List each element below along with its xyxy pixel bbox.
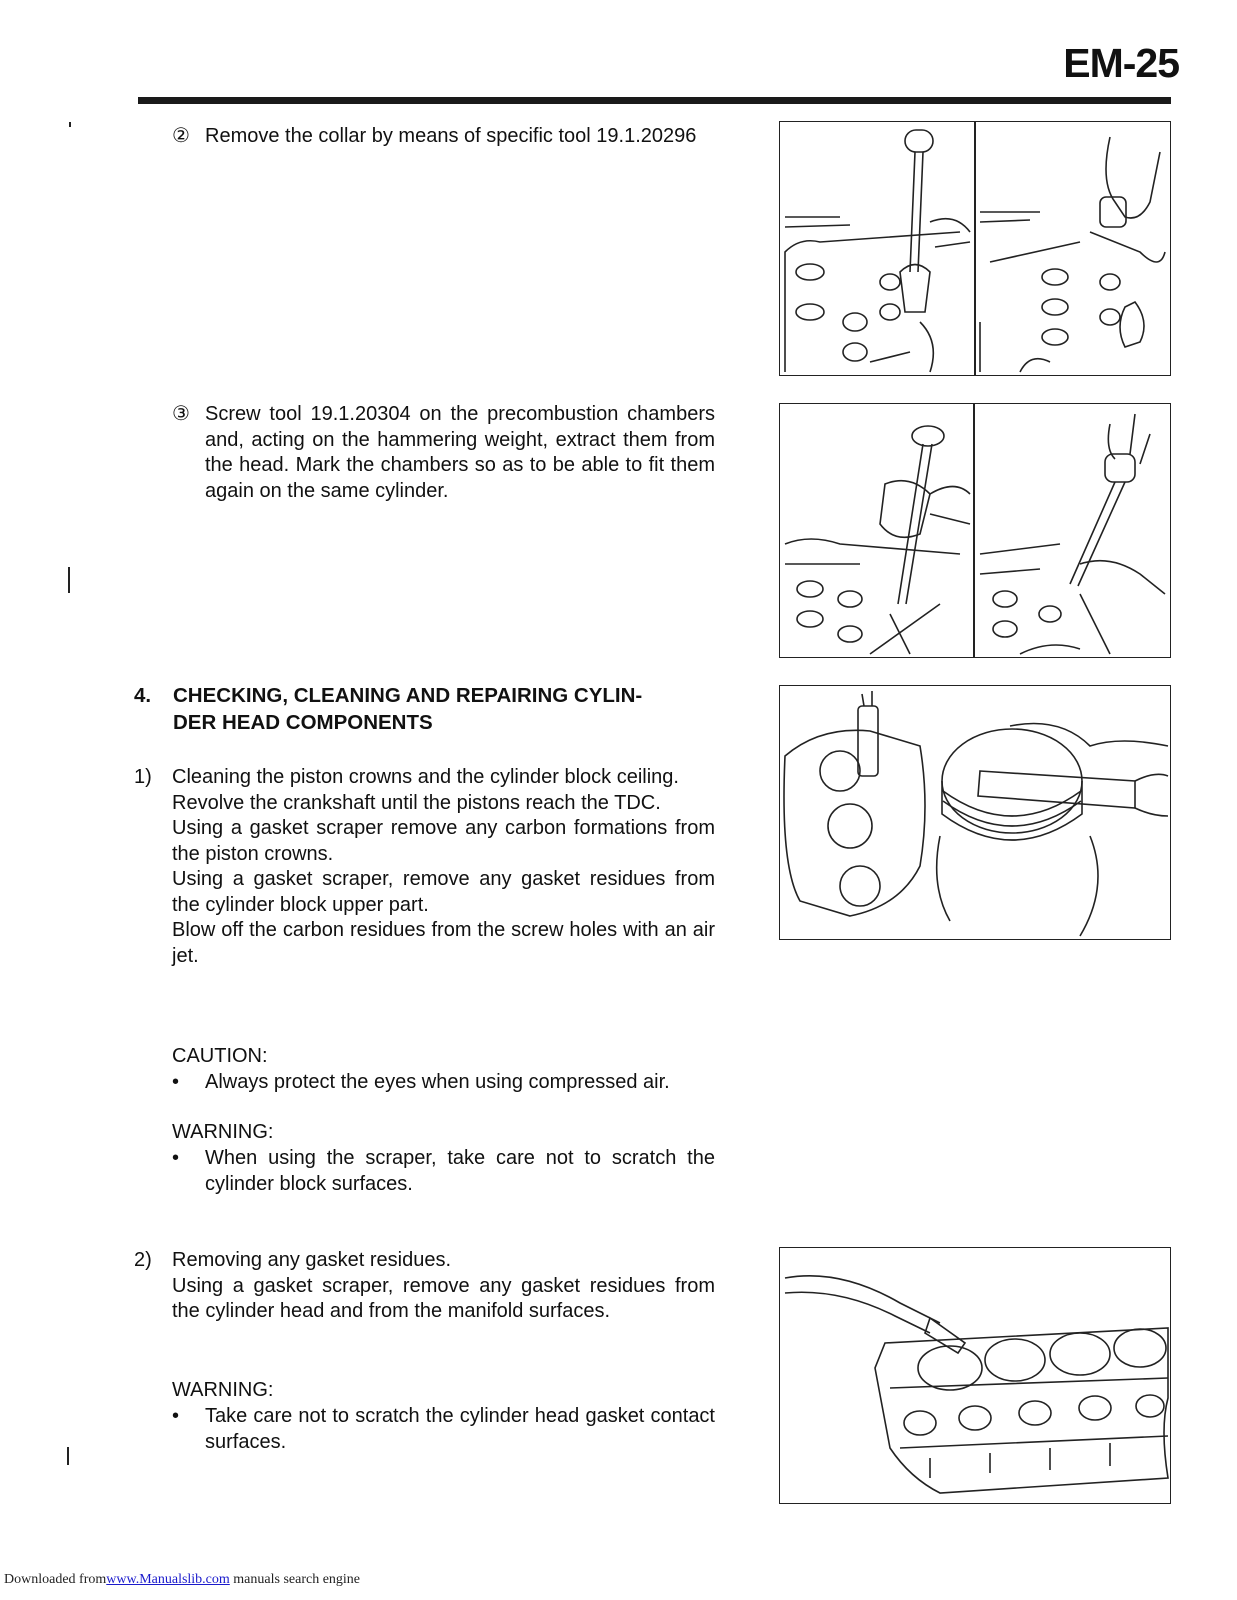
- figure-collar-removal: [779, 121, 1171, 376]
- caution-text: Always protect the eyes when using compressed air.: [205, 1071, 670, 1093]
- warning-item-2: [172, 1404, 715, 1455]
- item-1-line: Using a gasket scraper remove any carbon formations from the piston crowns.: [172, 817, 715, 865]
- step-3-text: Screw tool 19.1.20304 on the precombustion chambers and, acting on the hammering weight, extract them from the head. Mark the chambers so as to be able to fit them again on the same cylinder.: [205, 403, 715, 502]
- footer: [4, 1572, 360, 1588]
- warning-item: [172, 1146, 715, 1197]
- chamber-extraction-illustration: [780, 404, 1170, 657]
- caution-label: CAUTION:: [172, 1045, 268, 1067]
- page-number: EM-25: [1063, 40, 1179, 86]
- step-2-marker: ②: [172, 125, 190, 147]
- item-1-body: [172, 765, 715, 969]
- item-1-title: Cleaning the piston crowns and the cylinder block ceiling.: [172, 766, 679, 788]
- margin-mark: [69, 122, 71, 127]
- manualslib-link[interactable]: www.Manualslib.com: [106, 1572, 230, 1587]
- item-1-line: Revolve the crankshaft until the pistons reach the TDC.: [172, 791, 661, 814]
- bullet: •: [172, 1405, 180, 1427]
- item-2-text: Using a gasket scraper, remove any gasket residues from the cylinder head and from the manifold surfaces.: [172, 1274, 715, 1322]
- figure-chamber-extraction: [779, 403, 1171, 658]
- margin-mark: [68, 567, 70, 593]
- bullet: •: [172, 1147, 180, 1169]
- figure-divider: [973, 404, 975, 657]
- section-number: 4.: [134, 684, 152, 707]
- caution-item: [172, 1070, 715, 1096]
- piston-cleaning-illustration: [780, 686, 1170, 939]
- footer-suffix: manuals search engine: [229, 1572, 361, 1587]
- section-title-line2: DER HEAD COMPONENTS: [173, 711, 433, 734]
- figure-piston-cleaning: [779, 685, 1171, 940]
- header-rule: [138, 97, 1171, 104]
- step-2-text: Remove the collar by means of specific tool 19.1.20296: [205, 125, 697, 147]
- figure-gasket-removal: [779, 1247, 1171, 1504]
- warning-label-2: WARNING:: [172, 1379, 274, 1401]
- margin-mark: [67, 1447, 69, 1465]
- item-1-line: Blow off the carbon residues from the screw holes with an air jet.: [172, 919, 715, 967]
- item-2-body: [172, 1248, 715, 1325]
- footer-prefix: Downloaded from: [4, 1572, 107, 1587]
- item-1-line: Using a gasket scraper, remove any gasket residues from the cylinder block upper part.: [172, 868, 715, 916]
- item-1-number: 1): [134, 766, 152, 788]
- gasket-removal-illustration: [780, 1248, 1170, 1503]
- figure-divider: [974, 122, 976, 375]
- item-2-title: Removing any gasket residues.: [172, 1249, 452, 1271]
- section-title-line1: CHECKING, CLEANING AND REPAIRING CYLIN-: [173, 684, 643, 707]
- warning-label: WARNING:: [172, 1121, 274, 1143]
- warning-text-2: Take care not to scratch the cylinder head gasket contact surfaces.: [205, 1405, 715, 1453]
- warning-text: When using the scraper, take care not to scratch the cylinder block surfaces.: [205, 1147, 715, 1195]
- bullet: •: [172, 1071, 180, 1093]
- item-2-number: 2): [134, 1249, 152, 1271]
- step-3-marker: ③: [172, 403, 190, 425]
